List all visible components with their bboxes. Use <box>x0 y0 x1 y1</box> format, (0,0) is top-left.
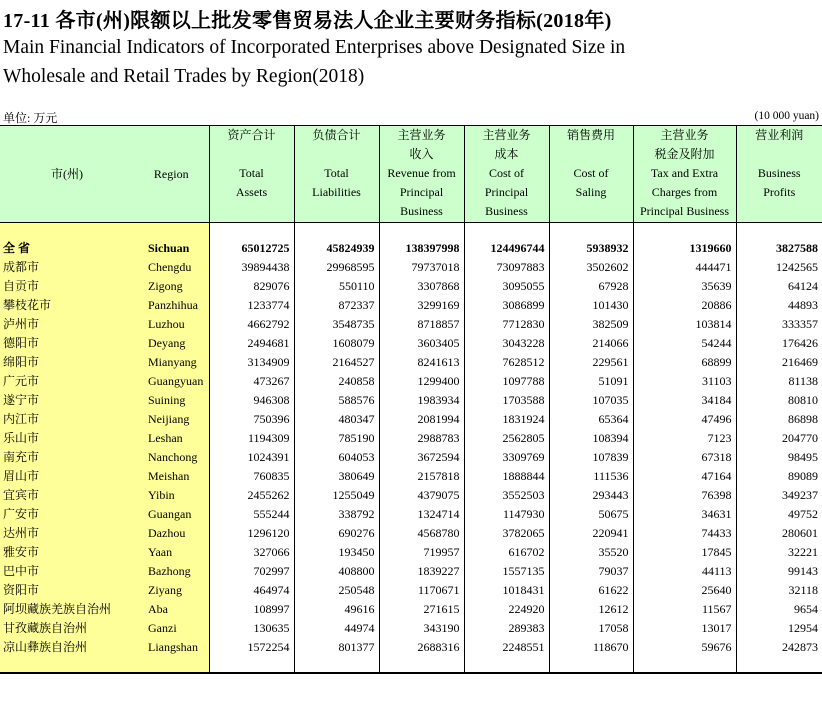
row-region: Sichuan <box>134 239 209 258</box>
cell-saling: 382509 <box>549 315 633 334</box>
cell-revenue: 3672594 <box>379 448 464 467</box>
row-name: 广元市 <box>0 372 134 391</box>
table-row <box>0 543 822 562</box>
cell-profit: 333357 <box>736 315 822 334</box>
table-row <box>0 334 822 353</box>
table-row <box>0 600 822 619</box>
cell-cost: 3552503 <box>464 486 549 505</box>
row-name: 自贡市 <box>0 277 134 296</box>
row-region: Yibin <box>134 486 209 505</box>
cell-total-liabilities: 588576 <box>294 391 379 410</box>
cell-saling: 61622 <box>549 581 633 600</box>
cell-profit: 80810 <box>736 391 822 410</box>
cell-revenue: 4568780 <box>379 524 464 543</box>
cell-revenue: 2157818 <box>379 467 464 486</box>
cell-total-assets: 1572254 <box>209 638 294 657</box>
header-name-cn: 市(州) <box>0 126 134 223</box>
unit-label-en: (10 000 yuan) <box>754 110 819 122</box>
row-name: 雅安市 <box>0 543 134 562</box>
row-name: 甘孜藏族自治州 <box>0 619 134 638</box>
cell-profit: 216469 <box>736 353 822 372</box>
header-row <box>0 126 822 223</box>
row-region: Panzhihua <box>134 296 209 315</box>
cell-total-assets: 1233774 <box>209 296 294 315</box>
cell-revenue: 3307868 <box>379 277 464 296</box>
cell-total-liabilities: 1255049 <box>294 486 379 505</box>
row-region: Nanchong <box>134 448 209 467</box>
cell-total-assets: 1024391 <box>209 448 294 467</box>
cell-total-liabilities: 3548735 <box>294 315 379 334</box>
cell-total-liabilities: 49616 <box>294 600 379 619</box>
page-title-en-line2: Wholesale and Retail Trades by Region(2018) <box>3 66 365 87</box>
table-bottom-rule <box>0 672 822 674</box>
cell-tax: 47164 <box>633 467 736 486</box>
row-name: 内江市 <box>0 410 134 429</box>
row-name: 德阳市 <box>0 334 134 353</box>
cell-total-liabilities: 250548 <box>294 581 379 600</box>
row-name: 南充市 <box>0 448 134 467</box>
cell-total-liabilities: 193450 <box>294 543 379 562</box>
row-name: 乐山市 <box>0 429 134 448</box>
row-name: 资阳市 <box>0 581 134 600</box>
cell-total-assets: 1296120 <box>209 524 294 543</box>
cell-total-assets: 65012725 <box>209 239 294 258</box>
cell-total-liabilities: 240858 <box>294 372 379 391</box>
row-name: 遂宁市 <box>0 391 134 410</box>
table-row <box>0 467 822 486</box>
page-title-en-line1: Main Financial Indicators of Incorporated Enterprises above Designated Size in <box>3 37 626 58</box>
cell-saling: 51091 <box>549 372 633 391</box>
row-region: Leshan <box>134 429 209 448</box>
row-name: 达州市 <box>0 524 134 543</box>
cell-revenue: 1983934 <box>379 391 464 410</box>
cell-total-liabilities: 2164527 <box>294 353 379 372</box>
cell-total-assets: 4662792 <box>209 315 294 334</box>
cell-saling: 101430 <box>549 296 633 315</box>
cell-saling: 220941 <box>549 524 633 543</box>
row-region: Mianyang <box>134 353 209 372</box>
row-region: Chengdu <box>134 258 209 277</box>
cell-saling: 79037 <box>549 562 633 581</box>
row-region: Aba <box>134 600 209 619</box>
cell-cost: 124496744 <box>464 239 549 258</box>
cell-saling: 67928 <box>549 277 633 296</box>
row-region: Meishan <box>134 467 209 486</box>
cell-profit: 32221 <box>736 543 822 562</box>
cell-total-assets: 946308 <box>209 391 294 410</box>
cell-revenue: 8718857 <box>379 315 464 334</box>
cell-cost: 3043228 <box>464 334 549 353</box>
table-row <box>0 524 822 543</box>
row-region: Ziyang <box>134 581 209 600</box>
cell-tax: 67318 <box>633 448 736 467</box>
cell-total-liabilities: 45824939 <box>294 239 379 258</box>
cell-revenue: 1324714 <box>379 505 464 524</box>
header-cost: 主营业务 成本 Cost of Principal Business <box>464 126 549 223</box>
cell-tax: 74433 <box>633 524 736 543</box>
cell-total-liabilities: 44974 <box>294 619 379 638</box>
header-total-assets: 资产合计 Total Assets <box>209 126 294 223</box>
cell-profit: 49752 <box>736 505 822 524</box>
cell-saling: 3502602 <box>549 258 633 277</box>
header-region: Region <box>134 126 209 223</box>
table-row <box>0 581 822 600</box>
cell-total-assets: 1194309 <box>209 429 294 448</box>
cell-tax: 54244 <box>633 334 736 353</box>
cell-profit: 86898 <box>736 410 822 429</box>
cell-cost: 1888844 <box>464 467 549 486</box>
cell-profit: 98495 <box>736 448 822 467</box>
table-row <box>0 486 822 505</box>
table-row-total <box>0 239 822 258</box>
cell-profit: 32118 <box>736 581 822 600</box>
cell-cost: 616702 <box>464 543 549 562</box>
cell-total-assets: 39894438 <box>209 258 294 277</box>
cell-cost: 7628512 <box>464 353 549 372</box>
cell-tax: 444471 <box>633 258 736 277</box>
row-name: 宜宾市 <box>0 486 134 505</box>
cell-profit: 99143 <box>736 562 822 581</box>
cell-saling: 35520 <box>549 543 633 562</box>
unit-label-cn: 单位: 万元 <box>3 111 58 125</box>
row-name: 攀枝花市 <box>0 296 134 315</box>
cell-tax: 17845 <box>633 543 736 562</box>
cell-revenue: 3299169 <box>379 296 464 315</box>
row-region: Dazhou <box>134 524 209 543</box>
cell-revenue: 1170671 <box>379 581 464 600</box>
row-name: 成都市 <box>0 258 134 277</box>
row-region: Luzhou <box>134 315 209 334</box>
cell-saling: 12612 <box>549 600 633 619</box>
cell-total-assets: 2455262 <box>209 486 294 505</box>
cell-tax: 7123 <box>633 429 736 448</box>
cell-tax: 11567 <box>633 600 736 619</box>
cell-total-assets: 327066 <box>209 543 294 562</box>
cell-tax: 44113 <box>633 562 736 581</box>
cell-saling: 50675 <box>549 505 633 524</box>
row-name: 凉山彝族自治州 <box>0 638 134 657</box>
cell-saling: 107839 <box>549 448 633 467</box>
cell-tax: 13017 <box>633 619 736 638</box>
cell-revenue: 2988783 <box>379 429 464 448</box>
cell-revenue: 1839227 <box>379 562 464 581</box>
cell-cost: 1557135 <box>464 562 549 581</box>
cell-tax: 34631 <box>633 505 736 524</box>
table-row <box>0 258 822 277</box>
cell-total-liabilities: 380649 <box>294 467 379 486</box>
cell-total-assets: 555244 <box>209 505 294 524</box>
cell-revenue: 719957 <box>379 543 464 562</box>
cell-profit: 12954 <box>736 619 822 638</box>
cell-profit: 242873 <box>736 638 822 657</box>
cell-saling: 65364 <box>549 410 633 429</box>
cell-total-assets: 464974 <box>209 581 294 600</box>
cell-saling: 107035 <box>549 391 633 410</box>
header-total-liabilities: 负债合计 Total Liabilities <box>294 126 379 223</box>
row-region: Zigong <box>134 277 209 296</box>
cell-saling: 5938932 <box>549 239 633 258</box>
row-name: 绵阳市 <box>0 353 134 372</box>
table-row <box>0 410 822 429</box>
cell-cost: 3309769 <box>464 448 549 467</box>
row-region: Suining <box>134 391 209 410</box>
cell-saling: 17058 <box>549 619 633 638</box>
row-name: 眉山市 <box>0 467 134 486</box>
cell-total-liabilities: 29968595 <box>294 258 379 277</box>
cell-profit: 1242565 <box>736 258 822 277</box>
cell-total-liabilities: 690276 <box>294 524 379 543</box>
cell-cost: 3782065 <box>464 524 549 543</box>
cell-total-liabilities: 801377 <box>294 638 379 657</box>
row-region: Yaan <box>134 543 209 562</box>
row-name: 全 省 <box>0 239 134 258</box>
cell-total-liabilities: 604053 <box>294 448 379 467</box>
cell-revenue: 2081994 <box>379 410 464 429</box>
cell-revenue: 79737018 <box>379 258 464 277</box>
cell-tax: 1319660 <box>633 239 736 258</box>
cell-cost: 289383 <box>464 619 549 638</box>
row-region: Deyang <box>134 334 209 353</box>
cell-total-liabilities: 408800 <box>294 562 379 581</box>
cell-tax: 20886 <box>633 296 736 315</box>
financial-table <box>0 125 822 672</box>
cell-revenue: 8241613 <box>379 353 464 372</box>
cell-revenue: 271615 <box>379 600 464 619</box>
table-row <box>0 296 822 315</box>
cell-cost: 2248551 <box>464 638 549 657</box>
cell-profit: 280601 <box>736 524 822 543</box>
cell-total-assets: 750396 <box>209 410 294 429</box>
cell-saling: 108394 <box>549 429 633 448</box>
cell-total-liabilities: 872337 <box>294 296 379 315</box>
cell-cost: 1097788 <box>464 372 549 391</box>
cell-total-liabilities: 1608079 <box>294 334 379 353</box>
row-region: Guangan <box>134 505 209 524</box>
cell-total-assets: 760835 <box>209 467 294 486</box>
cell-tax: 25640 <box>633 581 736 600</box>
cell-total-assets: 130635 <box>209 619 294 638</box>
header-tax: 主营业务 税金及附加 Tax and Extra Charges from Principal Business <box>633 126 736 223</box>
row-region: Ganzi <box>134 619 209 638</box>
cell-total-assets: 473267 <box>209 372 294 391</box>
cell-total-assets: 108997 <box>209 600 294 619</box>
cell-total-liabilities: 785190 <box>294 429 379 448</box>
cell-total-assets: 829076 <box>209 277 294 296</box>
cell-profit: 9654 <box>736 600 822 619</box>
cell-total-liabilities: 550110 <box>294 277 379 296</box>
row-name: 巴中市 <box>0 562 134 581</box>
cell-cost: 73097883 <box>464 258 549 277</box>
table-row <box>0 353 822 372</box>
cell-cost: 3095055 <box>464 277 549 296</box>
row-name: 广安市 <box>0 505 134 524</box>
row-region: Bazhong <box>134 562 209 581</box>
cell-total-assets: 3134909 <box>209 353 294 372</box>
row-region: Liangshan <box>134 638 209 657</box>
cell-tax: 59676 <box>633 638 736 657</box>
table-row <box>0 505 822 524</box>
cell-tax: 47496 <box>633 410 736 429</box>
cell-profit: 176426 <box>736 334 822 353</box>
cell-saling: 214066 <box>549 334 633 353</box>
table-row <box>0 391 822 410</box>
cell-profit: 3827588 <box>736 239 822 258</box>
cell-tax: 34184 <box>633 391 736 410</box>
table-row <box>0 562 822 581</box>
cell-total-assets: 702997 <box>209 562 294 581</box>
cell-cost: 1018431 <box>464 581 549 600</box>
cell-saling: 118670 <box>549 638 633 657</box>
cell-cost: 1831924 <box>464 410 549 429</box>
cell-revenue: 4379075 <box>379 486 464 505</box>
table-row <box>0 619 822 638</box>
table-row <box>0 372 822 391</box>
cell-total-liabilities: 480347 <box>294 410 379 429</box>
table-row <box>0 429 822 448</box>
header-revenue: 主营业务 收入 Revenue from Principal Business <box>379 126 464 223</box>
header-profit: 营业利润 Business Profits <box>736 126 822 223</box>
cell-tax: 35639 <box>633 277 736 296</box>
cell-profit: 204770 <box>736 429 822 448</box>
cell-cost: 1703588 <box>464 391 549 410</box>
cell-cost: 7712830 <box>464 315 549 334</box>
cell-profit: 64124 <box>736 277 822 296</box>
cell-tax: 76398 <box>633 486 736 505</box>
cell-tax: 31103 <box>633 372 736 391</box>
cell-total-liabilities: 338792 <box>294 505 379 524</box>
table-row <box>0 448 822 467</box>
cell-profit: 349237 <box>736 486 822 505</box>
cell-profit: 81138 <box>736 372 822 391</box>
cell-revenue: 3603405 <box>379 334 464 353</box>
table-row <box>0 315 822 334</box>
table-row <box>0 638 822 657</box>
cell-cost: 224920 <box>464 600 549 619</box>
cell-revenue: 138397998 <box>379 239 464 258</box>
cell-revenue: 343190 <box>379 619 464 638</box>
page-title-cn: 17-11 各市(州)限额以上批发零售贸易法人企业主要财务指标(2018年) <box>3 10 612 32</box>
cell-profit: 89089 <box>736 467 822 486</box>
cell-total-assets: 2494681 <box>209 334 294 353</box>
header-saling: 销售费用 Cost of Saling <box>549 126 633 223</box>
cell-cost: 3086899 <box>464 296 549 315</box>
row-name: 阿坝藏族羌族自治州 <box>0 600 134 619</box>
cell-saling: 229561 <box>549 353 633 372</box>
cell-cost: 2562805 <box>464 429 549 448</box>
cell-saling: 111536 <box>549 467 633 486</box>
cell-profit: 44893 <box>736 296 822 315</box>
cell-cost: 1147930 <box>464 505 549 524</box>
row-region: Neijiang <box>134 410 209 429</box>
row-region: Guangyuan <box>134 372 209 391</box>
cell-revenue: 2688316 <box>379 638 464 657</box>
cell-saling: 293443 <box>549 486 633 505</box>
cell-tax: 68899 <box>633 353 736 372</box>
cell-tax: 103814 <box>633 315 736 334</box>
row-name: 泸州市 <box>0 315 134 334</box>
table-row <box>0 277 822 296</box>
cell-revenue: 1299400 <box>379 372 464 391</box>
